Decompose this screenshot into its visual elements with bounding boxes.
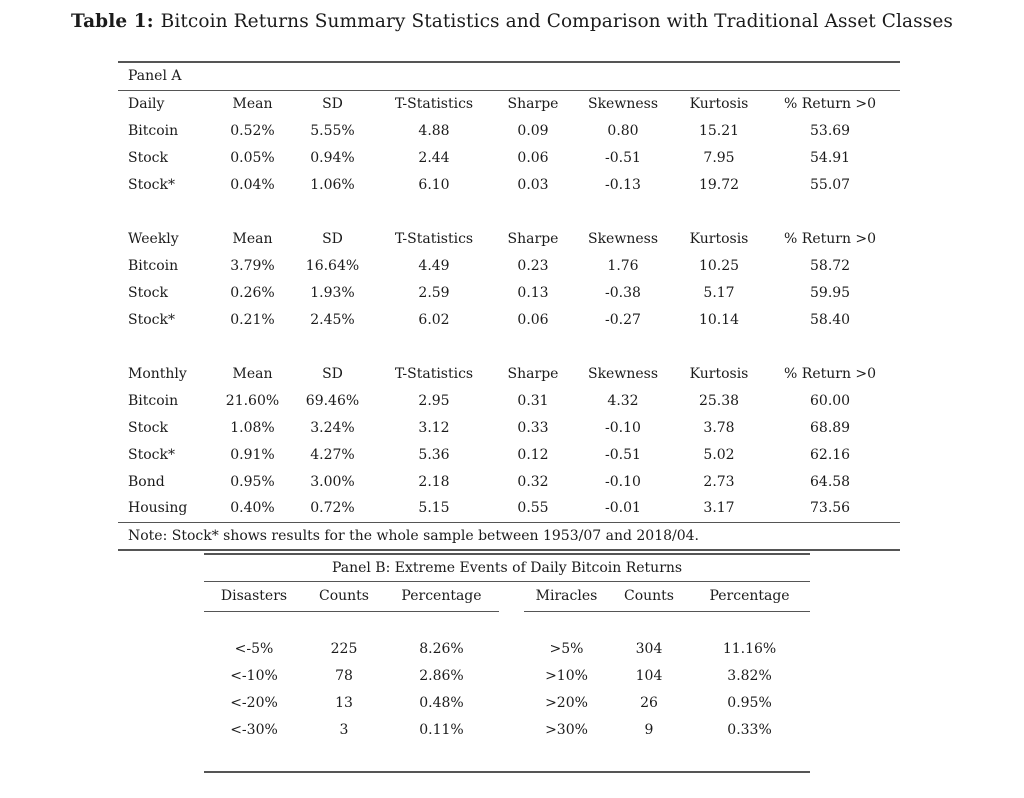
cell-value: >10%: [545, 667, 588, 684]
column-header: Disasters: [204, 581, 304, 611]
frequency-label: Daily: [128, 95, 165, 112]
cell-value: 25.38: [698, 392, 740, 409]
cell-value: -0.51: [605, 446, 641, 463]
cell-value: <-20%: [230, 694, 278, 711]
cell-value: 5.36: [418, 446, 450, 463]
cell-value: 10.14: [698, 311, 740, 328]
table-row: [204, 662, 810, 689]
column-header: Skewness: [587, 95, 658, 112]
cell-value: 59.95: [810, 284, 851, 301]
table-row: [118, 495, 900, 522]
cell-value: 6.02: [418, 311, 450, 328]
column-header: T-Statistics: [394, 95, 474, 112]
cell-value: 1.76: [607, 257, 639, 274]
column-header: % Return >0: [784, 365, 877, 382]
column-header: Skewness: [587, 230, 658, 247]
asset-label: Stock*: [128, 446, 175, 463]
cell-value: <-10%: [230, 667, 278, 684]
cell-value: 0.13: [517, 284, 549, 301]
table-row: [118, 387, 900, 414]
cell-value: 0.33%: [727, 721, 772, 738]
frequency-header-row: [118, 360, 900, 387]
column-header: Kurtosis: [689, 95, 749, 112]
cell-value: >20%: [545, 694, 588, 711]
frequency-label: Weekly: [128, 230, 179, 247]
cell-value: 3.79%: [230, 257, 275, 274]
cell-value: 60.00: [810, 392, 851, 409]
cell-value: 0.11%: [419, 721, 464, 738]
asset-label: Stock: [128, 149, 168, 166]
column-header: SD: [322, 365, 343, 382]
panel-b-heading-row: [204, 554, 810, 581]
cell-value: 2.45%: [310, 311, 355, 328]
cell-value: 0.72%: [310, 500, 355, 517]
cell-value: 9: [644, 721, 654, 738]
column-header: Counts: [609, 581, 689, 611]
spacer-cell: [118, 333, 900, 360]
cell-value: 19.72: [698, 176, 740, 193]
cell-value: 2.44: [418, 149, 450, 166]
cell-value: <-30%: [230, 721, 278, 738]
cell-value: 0.48%: [419, 694, 464, 711]
spacer-row: [204, 743, 810, 772]
cell-value: 11.16%: [722, 640, 777, 657]
asset-label: Stock: [128, 419, 168, 436]
panel-a-heading: Panel A: [118, 62, 900, 90]
cell-value: -0.38: [605, 284, 641, 301]
table-row: [118, 144, 900, 171]
cell-value: 26: [640, 694, 658, 711]
cell-value: >30%: [545, 721, 588, 738]
column-header: Counts: [304, 581, 384, 611]
cell-value: 3.17: [703, 500, 735, 517]
cell-value: 8.26%: [419, 640, 464, 657]
cell-value: 0.23: [517, 257, 549, 274]
table-row: [204, 716, 810, 743]
asset-label: Stock: [128, 284, 168, 301]
cell-value: 16.64%: [305, 257, 360, 274]
cell-value: 0.40%: [230, 500, 275, 517]
panel-b-heading: Panel B: Extreme Events of Daily Bitcoin Returns: [204, 554, 810, 581]
panel-a-heading-row: [118, 62, 900, 90]
cell-value: 3: [339, 721, 349, 738]
cell-value: -0.13: [605, 176, 641, 193]
panel-a-table: [118, 61, 900, 551]
cell-value: 2.86%: [419, 667, 464, 684]
panel-b-header-row: [204, 581, 810, 611]
cell-value: -0.27: [605, 311, 641, 328]
table-row: [204, 689, 810, 716]
cell-value: 3.82%: [727, 667, 772, 684]
cell-value: 5.55%: [310, 122, 355, 139]
cell-value: 225: [330, 640, 358, 657]
column-header: T-Statistics: [394, 230, 474, 247]
cell-value: 73.56: [810, 500, 851, 517]
cell-value: 62.16: [810, 446, 851, 463]
cell-value: 0.06: [517, 149, 549, 166]
cell-value: 58.72: [810, 257, 851, 274]
column-header: SD: [322, 95, 343, 112]
cell-value: 0.31: [517, 392, 549, 409]
cell-value: 0.91%: [230, 446, 275, 463]
table-title: [0, 11, 1024, 32]
cell-value: 0.94%: [310, 149, 355, 166]
asset-label: Bitcoin: [128, 392, 179, 409]
column-header: % Return >0: [784, 95, 877, 112]
table-row: [118, 171, 900, 198]
cell-value: 0.80: [607, 122, 639, 139]
cell-value: 0.26%: [230, 284, 275, 301]
asset-label: Bitcoin: [128, 257, 179, 274]
column-header: T-Statistics: [394, 365, 474, 382]
asset-label: Bond: [128, 473, 165, 490]
column-header: Kurtosis: [689, 365, 749, 382]
asset-label: Stock*: [128, 311, 175, 328]
table-row: [118, 414, 900, 441]
table-row: [204, 635, 810, 662]
cell-value: -0.01: [605, 500, 641, 517]
table-row: [118, 279, 900, 306]
cell-value: 4.88: [418, 122, 450, 139]
cell-value: 5.02: [703, 446, 735, 463]
cell-value: 78: [335, 667, 353, 684]
column-header: Kurtosis: [689, 230, 749, 247]
cell-value: 0.95%: [727, 694, 772, 711]
table-row: [118, 117, 900, 144]
cell-value: 2.59: [418, 284, 450, 301]
cell-value: 4.27%: [310, 446, 355, 463]
cell-value: -0.10: [605, 419, 641, 436]
group-gap-cell: [499, 716, 524, 743]
section-spacer-row: [118, 333, 900, 360]
note-row: [118, 522, 900, 550]
column-header: Miracles: [524, 581, 609, 611]
spacer-cell: [204, 611, 810, 635]
column-header: Mean: [232, 95, 273, 112]
table-row: [118, 441, 900, 468]
cell-value: 3.78: [703, 419, 735, 436]
column-header: Percentage: [384, 581, 499, 611]
spacer-row: [204, 611, 810, 635]
column-header: Sharpe: [507, 365, 559, 382]
frequency-header-row: [118, 225, 900, 252]
table-row: [118, 306, 900, 333]
cell-value: 10.25: [698, 257, 740, 274]
cell-value: -0.10: [605, 473, 641, 490]
asset-label: Housing: [128, 500, 188, 517]
section-spacer-row: [118, 198, 900, 225]
cell-value: 0.12: [517, 446, 549, 463]
cell-value: 6.10: [418, 176, 450, 193]
panel-a-note: Note: Stock* shows results for the whole sample between 1953/07 and 2018/04.: [118, 522, 900, 550]
asset-label: Stock*: [128, 176, 175, 193]
table-caption: Bitcoin Returns Summary Statistics and Comparison with Traditional Asset Classes: [160, 11, 954, 32]
column-header: SD: [322, 230, 343, 247]
cell-value: 2.95: [418, 392, 450, 409]
column-header: Sharpe: [507, 230, 559, 247]
cell-value: 13: [335, 694, 353, 711]
cell-value: 3.00%: [310, 473, 355, 490]
table-number-label: Table 1:: [70, 11, 154, 32]
column-header: Skewness: [587, 365, 658, 382]
cell-value: 0.09: [517, 122, 549, 139]
cell-value: 1.06%: [310, 176, 355, 193]
cell-value: 2.73: [703, 473, 735, 490]
cell-value: 0.33: [517, 419, 549, 436]
spacer-cell: [204, 743, 810, 772]
cell-value: 21.60%: [225, 392, 280, 409]
cell-value: 53.69: [810, 122, 851, 139]
cell-value: 0.55: [517, 500, 549, 517]
cell-value: 0.06: [517, 311, 549, 328]
cell-value: 0.05%: [230, 149, 275, 166]
cell-value: >5%: [549, 640, 584, 657]
cell-value: 64.58: [810, 473, 851, 490]
cell-value: 0.04%: [230, 176, 275, 193]
column-header: Mean: [232, 230, 273, 247]
cell-value: 0.52%: [230, 122, 275, 139]
cell-value: 0.95%: [230, 473, 275, 490]
column-header: Percentage: [689, 581, 810, 611]
frequency-label: Monthly: [128, 365, 187, 382]
cell-value: 1.93%: [310, 284, 355, 301]
cell-value: 68.89: [810, 419, 851, 436]
cell-value: 3.24%: [310, 419, 355, 436]
cell-value: 5.15: [418, 500, 450, 517]
group-gap-cell: [499, 662, 524, 689]
spacer-cell: [118, 198, 900, 225]
group-gap-cell: [499, 635, 524, 662]
cell-value: 69.46%: [305, 392, 360, 409]
cell-value: 4.49: [418, 257, 450, 274]
column-header: % Return >0: [784, 230, 877, 247]
cell-value: 0.32: [517, 473, 549, 490]
cell-value: 15.21: [698, 122, 740, 139]
table-row: [118, 252, 900, 279]
cell-value: 3.12: [418, 419, 450, 436]
column-header: Sharpe: [507, 95, 559, 112]
column-header: Mean: [232, 365, 273, 382]
cell-value: 4.32: [607, 392, 639, 409]
asset-label: Bitcoin: [128, 122, 179, 139]
cell-value: 104: [635, 667, 663, 684]
cell-value: 1.08%: [230, 419, 275, 436]
cell-value: 54.91: [810, 149, 851, 166]
cell-value: 5.17: [703, 284, 735, 301]
cell-value: <-5%: [234, 640, 274, 657]
cell-value: 2.18: [418, 473, 450, 490]
panel-b-table: [204, 553, 810, 773]
cell-value: -0.51: [605, 149, 641, 166]
cell-value: 0.21%: [230, 311, 275, 328]
cell-value: 304: [635, 640, 663, 657]
group-gap-cell: [499, 689, 524, 716]
table-row: [118, 468, 900, 495]
group-gap-cell: [499, 581, 524, 611]
cell-value: 7.95: [703, 149, 735, 166]
frequency-header-row: [118, 90, 900, 117]
cell-value: 55.07: [810, 176, 851, 193]
cell-value: 58.40: [810, 311, 851, 328]
cell-value: 0.03: [517, 176, 549, 193]
